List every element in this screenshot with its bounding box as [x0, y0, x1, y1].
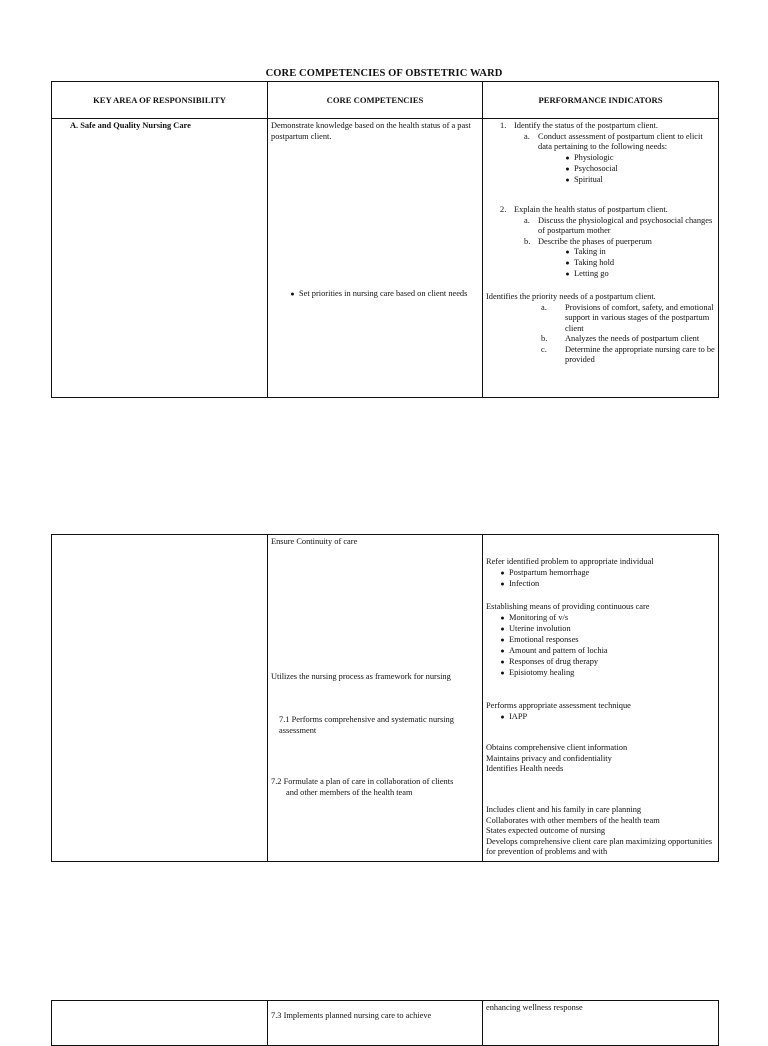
header-core-competencies: CORE COMPETENCIES [268, 82, 483, 119]
bullet-icon: ● [500, 624, 505, 633]
list-item: 2. Explain the health status of postpartum client. [500, 205, 668, 214]
list-item: ● Uterine involution [486, 624, 715, 635]
list-item: Includes client and his family in care planning [486, 805, 642, 814]
table-row [52, 119, 719, 398]
list-item: ● Psychosocial [486, 164, 715, 175]
performance-indicator-cell [483, 119, 719, 398]
list-item: ● Physiologic [486, 153, 715, 164]
competency-text: 7.3 Implements planned nursing care to achieve [271, 1011, 432, 1020]
bullet-icon: ● [565, 175, 570, 184]
list-item: 1. Identify the status of the postpartum client. [500, 121, 658, 130]
competency-text: 7.1 Performs comprehensive and systematic nursing assessment [279, 715, 454, 735]
key-area-cell [52, 119, 268, 398]
bullet-icon: ● [500, 568, 505, 577]
list-item: Identifies Health needs [486, 764, 564, 773]
core-competency-cell [268, 535, 483, 862]
list-item: ● Infection [486, 579, 715, 590]
competency-table-1 [51, 81, 719, 398]
list-item: Establishing means of providing continuous care [486, 602, 650, 611]
competency-table-2 [51, 534, 719, 862]
list-item: enhancing wellness response [486, 1003, 583, 1012]
competency-text: 7.2 Formulate a plan of care in collaboration of clients [271, 777, 454, 786]
list-item: Develops comprehensive client care plan maximizing opportunities for prevention of problems and with [486, 836, 713, 856]
competency-text: Demonstrate knowledge based on the health status of a past postpartum client. [271, 121, 471, 141]
list-item: ● Responses of drug therapy [486, 657, 715, 668]
list-item: Identifies the priority needs of a postpartum client. [486, 292, 656, 301]
competency-text: Set priorities in nursing care based on client needs [299, 289, 468, 298]
core-competency-cell [268, 119, 483, 398]
bullet-icon: ● [565, 248, 570, 256]
list-item: ● IAPP [486, 712, 715, 723]
bullet-icon: ● [500, 712, 505, 721]
list-item: a. Conduct assessment of postpartum client to elicit data pertaining to the following needs: [524, 131, 703, 151]
header-row [52, 82, 719, 119]
list-item: ● Episiotomy healing [486, 668, 715, 679]
table-row [52, 535, 719, 862]
list-item: c. Determine the appropriate nursing care to be provided [541, 344, 715, 364]
header-performance-indicators: PERFORMANCE INDICATORS [483, 82, 719, 119]
list-item: Performs appropriate assessment technique [486, 701, 631, 710]
page-title: CORE COMPETENCIES OF OBSTETRIC WARD [265, 68, 503, 79]
bullet-icon: ● [500, 635, 505, 644]
table-row [52, 1001, 719, 1046]
bullet-icon: ● [565, 164, 570, 173]
list-item: b. Analyzes the needs of postpartum client [541, 334, 700, 343]
list-item: States expected outcome of nursing [486, 826, 606, 835]
performance-indicator-cell [483, 1001, 719, 1046]
bullet-icon: ● [290, 290, 295, 298]
bullet-icon: ● [565, 153, 570, 162]
bullet-icon: ● [500, 657, 505, 666]
list-item: Obtains comprehensive client information [486, 743, 628, 752]
competency-bullet [271, 289, 479, 300]
list-item: ● Taking hold [486, 258, 715, 269]
list-item: a. Provisions of comfort, safety, and emotional support in various stages of the postpartum client [541, 302, 714, 333]
list-item: ● Postpartum hemorrhage [486, 568, 715, 579]
list-item: ● Letting go [486, 269, 715, 280]
list-item: b. Describe the phases of puerperum [524, 236, 652, 246]
list-item: Collaborates with other members of the health team [486, 815, 660, 825]
bullet-icon: ● [500, 646, 505, 655]
bullet-icon: ● [500, 613, 505, 622]
key-area-label: A. Safe and Quality Nursing Care [70, 121, 191, 130]
list-item: ● Monitoring of v/s [486, 613, 715, 624]
list-item: ● Emotional responses [486, 635, 715, 646]
list-item: Refer identified problem to appropriate individual [486, 557, 654, 566]
list-item: ● Taking in [486, 247, 715, 258]
competency-table-3 [51, 1000, 719, 1046]
list-item: a. Discuss the physiological and psychosocial changes of postpartum mother [524, 215, 713, 235]
bullet-icon: ● [500, 579, 505, 588]
list-item: ● Amount and pattern of lochia [486, 646, 715, 657]
list-item: ● Spiritual [486, 175, 715, 186]
competency-text: Utilizes the nursing process as framework for nursing [271, 672, 451, 681]
bullet-icon: ● [500, 668, 505, 677]
bullet-icon: ● [565, 259, 570, 267]
key-area-cell [52, 535, 268, 862]
core-competency-cell [268, 1001, 483, 1046]
competency-text: and other members of the health team [286, 788, 413, 797]
bullet-icon: ● [565, 270, 570, 278]
performance-indicator-cell [483, 535, 719, 862]
header-key-area: KEY AREA OF RESPONSIBILITY [52, 82, 268, 119]
key-area-cell [52, 1001, 268, 1046]
list-item: Maintains privacy and confidentiality [486, 753, 612, 763]
competency-text: Ensure Continuity of care [271, 537, 358, 546]
